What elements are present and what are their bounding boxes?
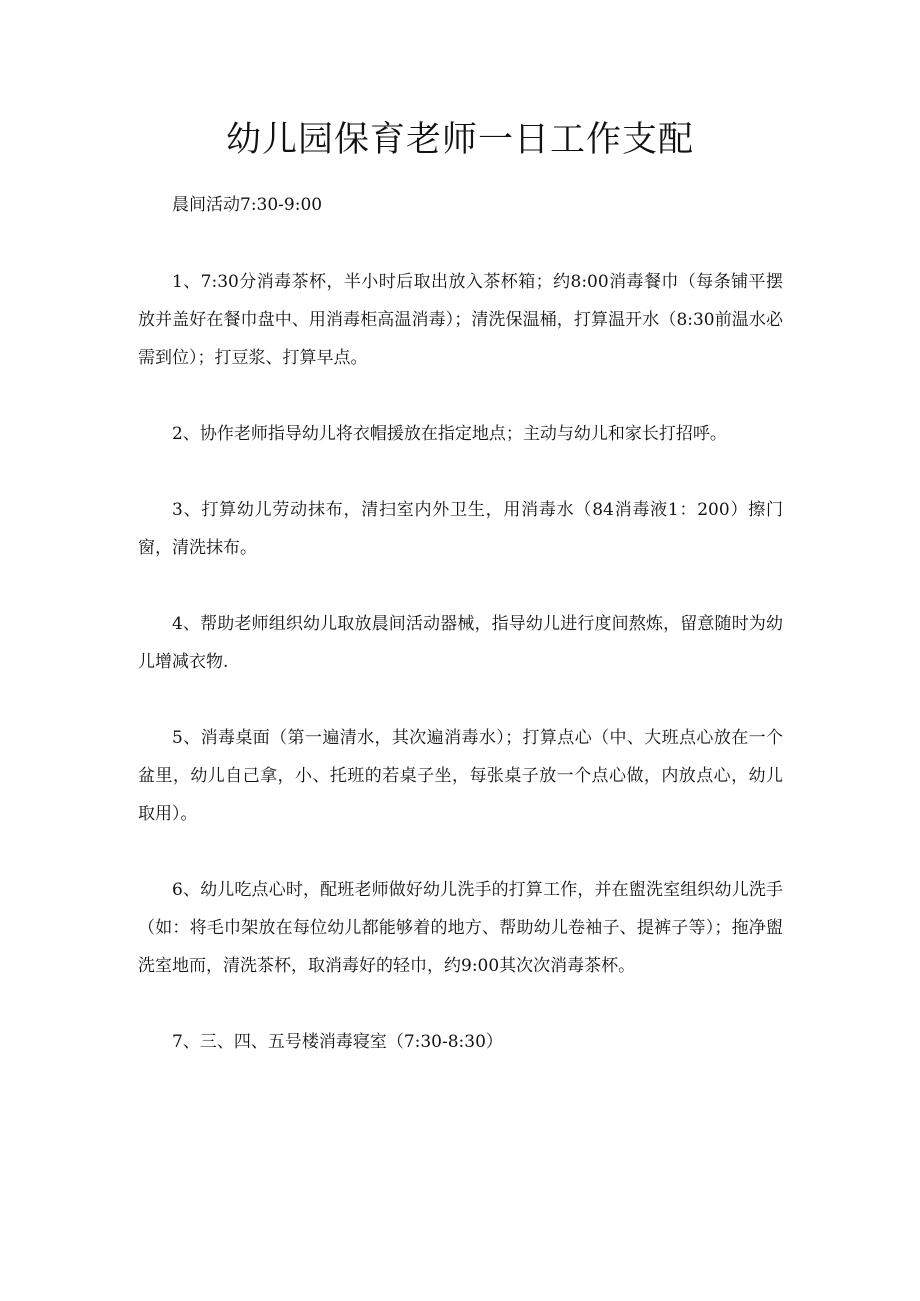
document-body <box>138 263 783 1099</box>
section-heading: 晨间活动7:30-9:00 <box>172 195 323 215</box>
paragraph-7: 7、三、四、五号楼消毒寝室（7:30-8:30） <box>172 1032 503 1052</box>
paragraph-5: 5、消毒桌面（第一遍清水，其次遍消毒水）；打算点心（中、大班点心放在一个盆里，幼儿自己拿，小、托班的若桌子坐，每张桌子放一个点心做，内放点心，幼儿取用）。 <box>138 728 783 824</box>
paragraph-3: 3、打算幼儿劳动抹布，清扫室内外卫生，用消毒水（84消毒液1：200）擦门窗，清洗抹布。 <box>138 500 783 558</box>
paragraph-6: 6、幼儿吃点心时，配班老师做好幼儿洗手的打算工作，并在盥洗室组织幼儿洗手（如：将毛巾架放在每位幼儿都能够着的地方、帮助幼儿卷袖子、提裤子等）；拖净盥洗室地而，清洗茶杯，取消毒好的轻巾，约9:00其次次消毒茶杯。 <box>138 880 783 976</box>
paragraph-1: 1、7:30分消毒茶杯，半小时后取出放入茶杯箱；约8:00消毒餐巾（每条铺平摆放并盖好在餐巾盘中、用消毒柜高温消毒）；清洗保温桶，打算温开水（8:30前温水必需到位）；打豆浆、打算早点。 <box>138 272 783 368</box>
paragraph-2: 2、协作老师指导幼儿将衣帽援放在指定地点；主动与幼儿和家长打招呼。 <box>172 424 727 444</box>
paragraph-4: 4、帮助老师组织幼儿取放晨间活动器械，指导幼儿进行度间熬炼，留意随时为幼儿增减衣物. <box>138 614 783 672</box>
document-title: 幼儿园保育老师一日工作支配 <box>225 120 694 160</box>
